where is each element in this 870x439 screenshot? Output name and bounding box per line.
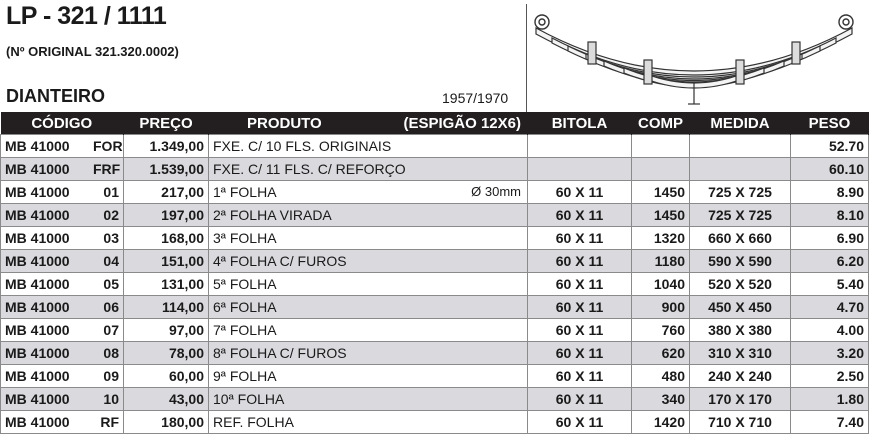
column-header-bitola: BITOLA bbox=[528, 112, 632, 135]
table-row bbox=[1, 411, 869, 434]
cell-price: 97,00 bbox=[124, 319, 209, 342]
code-base: MB 41000 bbox=[5, 161, 70, 177]
year-range: 1957/1970 bbox=[442, 90, 509, 106]
column-header-comp: COMP bbox=[632, 112, 690, 135]
cell-comp: 1320 bbox=[632, 227, 690, 250]
cell-code bbox=[1, 227, 124, 250]
cell-medida: 450 X 450 bbox=[690, 296, 791, 319]
cell-price: 131,00 bbox=[124, 273, 209, 296]
cell-product bbox=[209, 135, 528, 158]
cell-code bbox=[1, 204, 124, 227]
cell-product bbox=[209, 411, 528, 434]
page-title: LP - 321 / 1111 bbox=[6, 2, 167, 30]
table-row bbox=[1, 273, 869, 296]
cell-comp: 1450 bbox=[632, 181, 690, 204]
product-name: 9ª FOLHA bbox=[213, 368, 277, 384]
product-note: Ø 30mm bbox=[471, 184, 521, 199]
cell-peso: 1.80 bbox=[791, 388, 869, 411]
cell-peso: 60.10 bbox=[791, 158, 869, 181]
cell-comp: 1180 bbox=[632, 250, 690, 273]
cell-code bbox=[1, 411, 124, 434]
cell-code bbox=[1, 135, 124, 158]
product-name: 6ª FOLHA bbox=[213, 299, 277, 315]
cell-code bbox=[1, 158, 124, 181]
code-base: MB 41000 bbox=[5, 299, 70, 315]
cell-price: 168,00 bbox=[124, 227, 209, 250]
cell-price: 151,00 bbox=[124, 250, 209, 273]
cell-product bbox=[209, 319, 528, 342]
code-base: MB 41000 bbox=[5, 230, 70, 246]
code-suffix: 06 bbox=[103, 299, 119, 315]
cell-product bbox=[209, 227, 528, 250]
code-base: MB 41000 bbox=[5, 345, 70, 361]
code-base: MB 41000 bbox=[5, 184, 70, 200]
code-suffix: 04 bbox=[103, 253, 119, 269]
column-header-espigao: (ESPIGÃO 12X6) bbox=[403, 115, 521, 132]
code-base: MB 41000 bbox=[5, 322, 70, 338]
cell-bitola: 60 X 11 bbox=[528, 365, 632, 388]
cell-peso: 52.70 bbox=[791, 135, 869, 158]
table-header bbox=[1, 112, 869, 135]
cell-peso: 7.40 bbox=[791, 411, 869, 434]
product-name: 4ª FOLHA C/ FUROS bbox=[213, 253, 347, 269]
cell-comp: 480 bbox=[632, 365, 690, 388]
cell-price: 217,00 bbox=[124, 181, 209, 204]
cell-peso: 8.10 bbox=[791, 204, 869, 227]
code-suffix: RF bbox=[100, 414, 119, 430]
code-suffix: 09 bbox=[103, 368, 119, 384]
code-suffix: 03 bbox=[103, 230, 119, 246]
table-row bbox=[1, 319, 869, 342]
cell-bitola bbox=[528, 158, 632, 181]
code-suffix: 08 bbox=[103, 345, 119, 361]
table-row bbox=[1, 204, 869, 227]
cell-bitola: 60 X 11 bbox=[528, 342, 632, 365]
table-row bbox=[1, 181, 869, 204]
cell-peso: 8.90 bbox=[791, 181, 869, 204]
cell-product bbox=[209, 388, 528, 411]
section-heading: DIANTEIRO bbox=[6, 86, 105, 106]
cell-code bbox=[1, 342, 124, 365]
cell-peso: 2.50 bbox=[791, 365, 869, 388]
column-header-produto-label: PRODUTO bbox=[247, 114, 322, 132]
cell-price: 180,00 bbox=[124, 411, 209, 434]
code-suffix: FOR bbox=[93, 138, 123, 154]
cell-product bbox=[209, 250, 528, 273]
code-base: MB 41000 bbox=[5, 207, 70, 223]
cell-code bbox=[1, 388, 124, 411]
cell-price: 43,00 bbox=[124, 388, 209, 411]
cell-medida: 380 X 380 bbox=[690, 319, 791, 342]
cell-bitola: 60 X 11 bbox=[528, 227, 632, 250]
product-name: 10ª FOLHA bbox=[213, 391, 285, 407]
table-row bbox=[1, 158, 869, 181]
divider bbox=[526, 4, 527, 112]
cell-medida: 310 X 310 bbox=[690, 342, 791, 365]
cell-comp bbox=[632, 135, 690, 158]
cell-medida: 710 X 710 bbox=[690, 411, 791, 434]
cell-code bbox=[1, 319, 124, 342]
cell-medida: 590 X 590 bbox=[690, 250, 791, 273]
cell-comp: 340 bbox=[632, 388, 690, 411]
code-base: MB 41000 bbox=[5, 391, 70, 407]
column-header-preco: PREÇO bbox=[124, 112, 209, 135]
product-name: 5ª FOLHA bbox=[213, 276, 277, 292]
cell-price: 78,00 bbox=[124, 342, 209, 365]
cell-comp: 620 bbox=[632, 342, 690, 365]
cell-code bbox=[1, 181, 124, 204]
cell-price: 60,00 bbox=[124, 365, 209, 388]
cell-medida bbox=[690, 135, 791, 158]
cell-price: 197,00 bbox=[124, 204, 209, 227]
table-row bbox=[1, 296, 869, 319]
parts-table bbox=[0, 112, 869, 434]
product-name: 1ª FOLHA bbox=[213, 184, 277, 200]
cell-medida: 520 X 520 bbox=[690, 273, 791, 296]
cell-medida: 725 X 725 bbox=[690, 204, 791, 227]
product-name: FXE. C/ 10 FLS. ORIGINAIS bbox=[213, 138, 392, 154]
product-name: FXE. C/ 11 FLS. C/ REFORÇO bbox=[213, 161, 406, 177]
cell-medida: 660 X 660 bbox=[690, 227, 791, 250]
table-row bbox=[1, 388, 869, 411]
product-name: 8ª FOLHA C/ FUROS bbox=[213, 345, 347, 361]
cell-product bbox=[209, 204, 528, 227]
cell-bitola: 60 X 11 bbox=[528, 204, 632, 227]
cell-code bbox=[1, 365, 124, 388]
code-suffix: 05 bbox=[103, 276, 119, 292]
code-base: MB 41000 bbox=[5, 368, 70, 384]
code-suffix: FRF bbox=[93, 161, 121, 177]
table-row bbox=[1, 365, 869, 388]
cell-comp: 1450 bbox=[632, 204, 690, 227]
cell-medida: 170 X 170 bbox=[690, 388, 791, 411]
leaf-spring-icon bbox=[528, 4, 868, 110]
cell-code bbox=[1, 296, 124, 319]
cell-peso: 6.20 bbox=[791, 250, 869, 273]
code-suffix: 10 bbox=[103, 391, 119, 407]
cell-price: 114,00 bbox=[124, 296, 209, 319]
code-base: MB 41000 bbox=[5, 138, 70, 154]
cell-bitola: 60 X 11 bbox=[528, 411, 632, 434]
cell-comp: 1420 bbox=[632, 411, 690, 434]
cell-code bbox=[1, 273, 124, 296]
table-row bbox=[1, 135, 869, 158]
cell-bitola: 60 X 11 bbox=[528, 388, 632, 411]
column-header-medida: MEDIDA bbox=[690, 112, 791, 135]
cell-bitola: 60 X 11 bbox=[528, 181, 632, 204]
cell-product bbox=[209, 158, 528, 181]
cell-product bbox=[209, 181, 528, 204]
cell-peso: 5.40 bbox=[791, 273, 869, 296]
code-base: MB 41000 bbox=[5, 253, 70, 269]
cell-medida bbox=[690, 158, 791, 181]
cell-code bbox=[1, 250, 124, 273]
cell-bitola: 60 X 11 bbox=[528, 250, 632, 273]
product-name: 3ª FOLHA bbox=[213, 230, 277, 246]
original-part-number: (Nº ORIGINAL 321.320.0002) bbox=[6, 44, 179, 59]
code-suffix: 02 bbox=[103, 207, 119, 223]
cell-comp: 1040 bbox=[632, 273, 690, 296]
code-suffix: 07 bbox=[103, 322, 119, 338]
cell-peso: 6.90 bbox=[791, 227, 869, 250]
cell-price: 1.539,00 bbox=[124, 158, 209, 181]
column-header-codigo: CÓDIGO bbox=[1, 112, 124, 135]
product-name: 2ª FOLHA VIRADA bbox=[213, 207, 332, 223]
cell-medida: 725 X 725 bbox=[690, 181, 791, 204]
code-base: MB 41000 bbox=[5, 276, 70, 292]
cell-peso: 4.00 bbox=[791, 319, 869, 342]
cell-comp: 900 bbox=[632, 296, 690, 319]
table-row bbox=[1, 250, 869, 273]
table-row bbox=[1, 342, 869, 365]
cell-bitola: 60 X 11 bbox=[528, 273, 632, 296]
cell-comp: 760 bbox=[632, 319, 690, 342]
cell-bitola: 60 X 11 bbox=[528, 296, 632, 319]
cell-product bbox=[209, 365, 528, 388]
cell-bitola: 60 X 11 bbox=[528, 319, 632, 342]
cell-peso: 4.70 bbox=[791, 296, 869, 319]
cell-product bbox=[209, 273, 528, 296]
cell-product bbox=[209, 296, 528, 319]
code-base: MB 41000 bbox=[5, 414, 70, 430]
product-name: REF. FOLHA bbox=[213, 414, 294, 430]
cell-bitola bbox=[528, 135, 632, 158]
cell-comp bbox=[632, 158, 690, 181]
cell-peso: 3.20 bbox=[791, 342, 869, 365]
product-name: 7ª FOLHA bbox=[213, 322, 277, 338]
table-row bbox=[1, 227, 869, 250]
cell-medida: 240 X 240 bbox=[690, 365, 791, 388]
column-header-produto bbox=[209, 112, 528, 135]
cell-price: 1.349,00 bbox=[124, 135, 209, 158]
cell-product bbox=[209, 342, 528, 365]
column-header-peso: PESO bbox=[791, 112, 869, 135]
code-suffix: 01 bbox=[103, 184, 119, 200]
